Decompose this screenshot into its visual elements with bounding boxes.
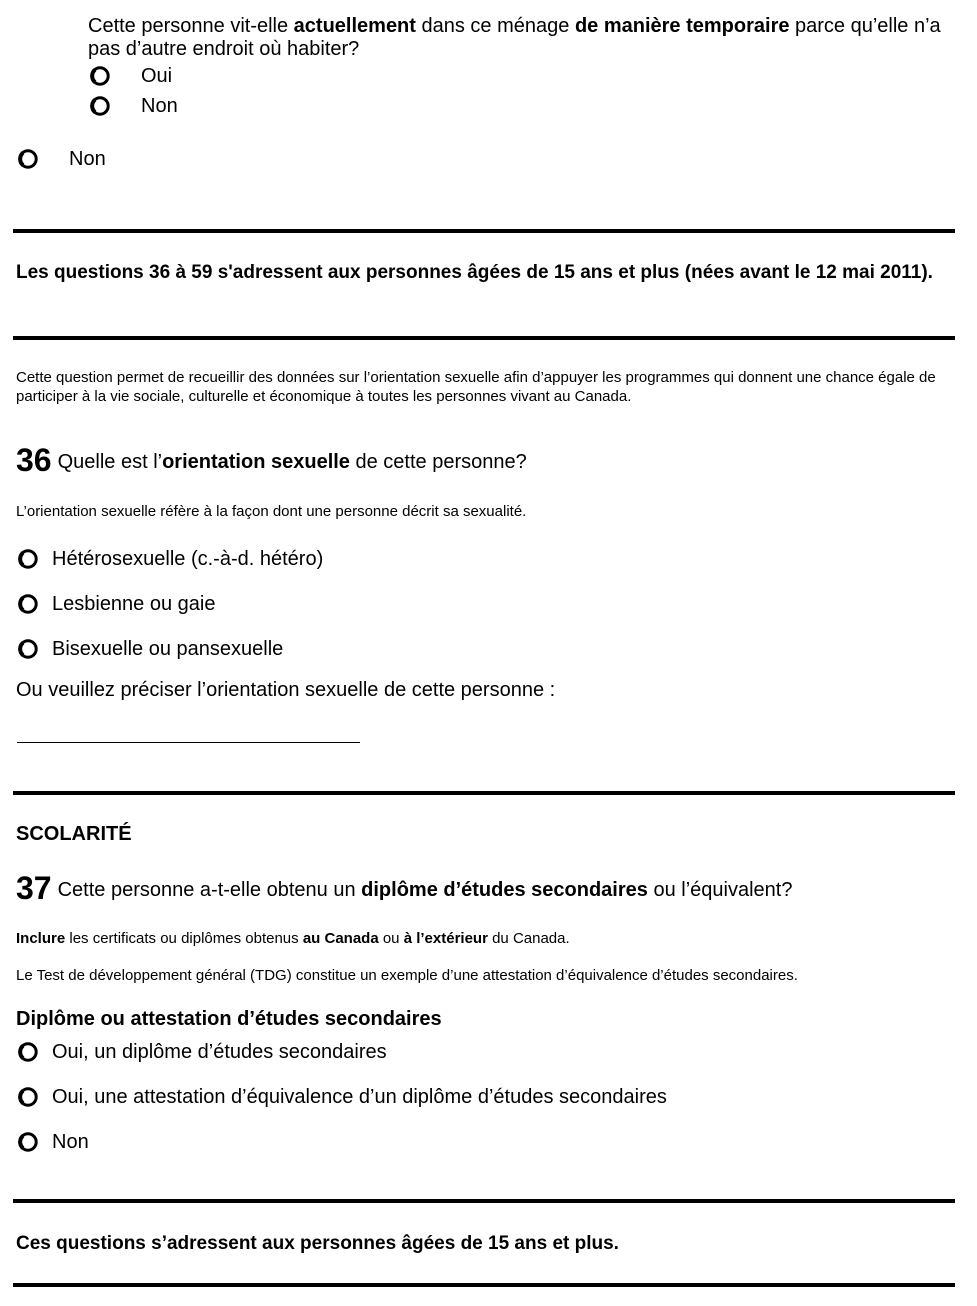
divider [13, 1283, 955, 1287]
subq-option-non[interactable] [89, 93, 178, 119]
divider [13, 336, 955, 340]
radio-icon[interactable] [17, 548, 39, 570]
q37-include-part: ou [378, 930, 404, 947]
q37-include-note [16, 929, 946, 948]
q36-option-label: Hétérosexuelle (c.-à-d. hétéro) [52, 547, 324, 570]
q37-group-label: Diplôme ou attestation d’études secondaires [16, 1008, 442, 1030]
q37-option-label: Oui, un diplôme d’études secondaires [52, 1040, 387, 1063]
subq-bold-temporaire: de manière temporaire [574, 15, 790, 37]
subq-option-oui-label: Oui [141, 64, 173, 87]
q36-question [16, 442, 946, 478]
radio-icon[interactable] [17, 148, 39, 170]
q37-option-attestation[interactable] [17, 1084, 667, 1110]
outer-option-non-label: Non [69, 147, 106, 170]
q37-include-part: les certificats ou diplômes obtenus [65, 930, 303, 947]
q36-option-label: Lesbienne ou gaie [52, 592, 216, 615]
q36-option-heterosexuelle[interactable] [17, 546, 323, 572]
divider [13, 791, 955, 795]
q36-text-part: Quelle est l’ [57, 451, 163, 473]
radio-icon[interactable] [17, 1041, 39, 1063]
q37-tdg-note: Le Test de développement général (TDG) constitue un exemple d’une attestation d’équivalence d’études secondaires. [16, 967, 798, 984]
subq-text-part: parce qu’elle n’a pas d’autre endroit où habiter? [88, 15, 941, 60]
q36-other-input-underline [17, 742, 360, 743]
subq-bold-actuellement: actuellement [293, 15, 416, 37]
q37-include-part: du Canada. [487, 930, 570, 947]
radio-icon[interactable] [17, 1086, 39, 1108]
q36-other-input[interactable] [17, 712, 360, 740]
q37-option-label: Non [52, 1130, 89, 1153]
outer-option-non[interactable] [17, 146, 106, 172]
q37-text-bold: diplôme d’études secondaires [361, 879, 648, 901]
q37-include-bold: à l’extérieur [403, 930, 488, 947]
subquestion-text [88, 15, 948, 61]
q37-text-part: ou l’équivalent? [647, 879, 793, 901]
q36-option-bisexuelle[interactable] [17, 636, 283, 662]
radio-icon[interactable] [17, 593, 39, 615]
q37-question [16, 870, 946, 906]
q36-number: 36 [16, 442, 52, 478]
subq-text-part: Cette personne vit-elle [88, 15, 294, 37]
footer-notice: Ces questions s’adressent aux personnes âgées de 15 ans et plus. [16, 1233, 619, 1254]
q37-text-part: Cette personne a-t-elle obtenu un [57, 879, 362, 901]
radio-icon[interactable] [17, 1131, 39, 1153]
radio-icon[interactable] [89, 65, 111, 87]
divider [13, 1199, 955, 1203]
q37-include-bold: Inclure [16, 930, 66, 947]
q36-text-bold: orientation sexuelle [162, 451, 350, 473]
age-notice: Les questions 36 à 59 s'adressent aux personnes âgées de 15 ans et plus (nées avant le 12 mai 2011). [16, 262, 933, 283]
q36-option-lesbienne-gaie[interactable] [17, 591, 215, 617]
q36-other-label: Ou veuillez préciser l’orientation sexuelle de cette personne : [16, 679, 556, 701]
q36-help: L’orientation sexuelle réfère à la façon dont une personne décrit sa sexualité. [16, 503, 527, 520]
q37-option-diplome[interactable] [17, 1039, 387, 1065]
subq-option-non-label: Non [141, 94, 178, 117]
q37-option-label: Oui, une attestation d’équivalence d’un diplôme d’études secondaires [52, 1085, 667, 1108]
divider [13, 229, 955, 233]
q37-number: 37 [16, 870, 52, 906]
q37-include-bold: au Canada [302, 930, 379, 947]
radio-icon[interactable] [89, 95, 111, 117]
q36-option-label: Bisexuelle ou pansexuelle [52, 637, 284, 660]
q36-intro: Cette question permet de recueillir des données sur l’orientation sexuelle afin d’appuyer les programmes qui donnent une chance égale de participer à la vie sociale, culturelle et économique à toutes les personnes vivant au Canada. [16, 369, 936, 405]
subq-text-part: dans ce ménage [415, 15, 575, 37]
section-title: SCOLARITÉ [16, 823, 132, 845]
q37-option-non[interactable] [17, 1129, 89, 1155]
q36-text-part: de cette personne? [349, 451, 527, 473]
radio-icon[interactable] [17, 638, 39, 660]
subq-option-oui[interactable] [89, 63, 172, 89]
